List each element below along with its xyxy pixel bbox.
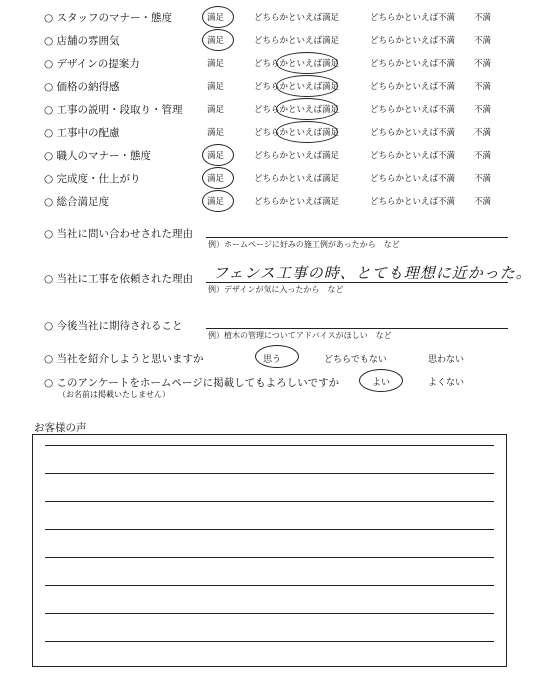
inquiry-reason-question: ○ 当社に問い合わせされた理由 (44, 228, 193, 240)
rating-question: ○ 総合満足度 (44, 196, 109, 208)
rating-option-1[interactable]: どちらかといえば満足 (254, 105, 340, 115)
voice-title: お客様の声 (34, 422, 87, 434)
publish-question: ○ このアンケートをホームページに掲載してもよろしいですか (44, 377, 340, 389)
rating-option-0[interactable]: 満足 (207, 36, 225, 46)
rating-option-3[interactable]: 不満 (474, 128, 492, 138)
rating-option-0[interactable]: 満足 (207, 128, 225, 138)
rating-question: ○ 工事中の配慮 (44, 127, 120, 139)
rating-option-2[interactable]: どちらかといえば不満 (370, 13, 456, 23)
rating-option-1[interactable]: どちらかといえば満足 (254, 151, 340, 161)
publish-option-yes[interactable]: よい (372, 378, 391, 388)
rating-selected-circle (276, 121, 338, 143)
order-reason-hint: 例）デザインが気に入ったから など (208, 285, 344, 294)
rating-option-2[interactable]: どちらかといえば不満 (370, 174, 456, 184)
introduce-question: ○ 当社を紹介しようと思いますか (44, 353, 204, 365)
rating-option-3[interactable]: 不満 (474, 197, 492, 207)
rating-option-2[interactable]: どちらかといえば不満 (370, 105, 456, 115)
rating-question: ○ 完成度・仕上がり (44, 173, 141, 185)
publish-option-no[interactable]: よくない (428, 378, 465, 388)
expectations-answer-line[interactable] (206, 328, 508, 329)
rating-selected-circle (202, 29, 234, 51)
rating-question: ○ 職人のマナー・態度 (44, 150, 151, 162)
rating-option-2[interactable]: どちらかといえば不満 (370, 82, 456, 92)
rating-option-1[interactable]: どちらかといえば満足 (254, 128, 340, 138)
rating-option-0[interactable]: 満足 (207, 105, 225, 115)
inquiry-reason-hint: 例）ホームページに好みの施工例があったから など (208, 240, 400, 249)
order-reason-answer-line[interactable] (206, 282, 508, 283)
order-reason-question: ○ 当社に工事を依頼された理由 (44, 273, 193, 285)
voice-line (45, 501, 494, 502)
voice-line (45, 613, 494, 614)
rating-option-3[interactable]: 不満 (474, 59, 492, 69)
rating-option-3[interactable]: 不満 (474, 105, 492, 115)
rating-option-0[interactable]: 満足 (207, 59, 225, 69)
rating-question: ○ 店舗の雰囲気 (44, 35, 120, 47)
introduce-option-neutral[interactable]: どちらでもない (324, 355, 387, 365)
voice-line (45, 585, 494, 586)
rating-selected-circle (276, 75, 338, 97)
rating-option-1[interactable]: どちらかといえば満足 (254, 13, 340, 23)
rating-option-3[interactable]: 不満 (474, 151, 492, 161)
rating-option-0[interactable]: 満足 (207, 197, 225, 207)
voice-box[interactable] (32, 434, 507, 667)
rating-question: ○ スタッフのマナー・態度 (44, 12, 172, 24)
inquiry-reason-answer-line[interactable] (206, 237, 508, 238)
rating-option-2[interactable]: どちらかといえば不満 (370, 59, 456, 69)
order-reason-handwritten-answer: フェンス工事の時、とても理想に近かった。 (213, 264, 532, 282)
rating-option-1[interactable]: どちらかといえば満足 (254, 59, 340, 69)
voice-line (45, 529, 494, 530)
voice-line (45, 557, 494, 558)
rating-option-0[interactable]: 満足 (207, 13, 225, 23)
rating-option-3[interactable]: 不満 (474, 82, 492, 92)
rating-selected-circle (202, 6, 234, 28)
rating-option-1[interactable]: どちらかといえば満足 (254, 174, 340, 184)
rating-question: ○ 価格の納得感 (44, 81, 120, 93)
rating-option-1[interactable]: どちらかといえば満足 (254, 82, 340, 92)
expectations-question: ○ 今後当社に期待されること (44, 320, 183, 332)
rating-selected-circle (202, 167, 234, 189)
rating-option-2[interactable]: どちらかといえば不満 (370, 151, 456, 161)
rating-option-3[interactable]: 不満 (474, 174, 492, 184)
publish-note: （お名前は掲載いたしません） (58, 390, 170, 399)
expectations-hint: 例）植木の管理についてアドバイスがほしい など (208, 331, 392, 340)
rating-option-2[interactable]: どちらかといえば不満 (370, 197, 456, 207)
rating-selected-circle (276, 52, 338, 74)
voice-line (45, 445, 494, 446)
rating-selected-circle (276, 98, 338, 120)
rating-option-0[interactable]: 満足 (207, 174, 225, 184)
rating-option-1[interactable]: どちらかといえば満足 (254, 36, 340, 46)
rating-option-3[interactable]: 不満 (474, 13, 492, 23)
rating-question: ○ 工事の説明・段取り・管理 (44, 104, 183, 116)
rating-selected-circle (202, 190, 234, 212)
voice-line (45, 473, 494, 474)
publish-selected-circle (359, 369, 403, 392)
rating-option-2[interactable]: どちらかといえば不満 (370, 128, 456, 138)
voice-line (45, 641, 494, 642)
rating-option-1[interactable]: どちらかといえば満足 (254, 197, 340, 207)
rating-selected-circle (202, 144, 234, 166)
rating-option-2[interactable]: どちらかといえば不満 (370, 36, 456, 46)
rating-option-0[interactable]: 満足 (207, 82, 225, 92)
rating-option-3[interactable]: 不満 (474, 36, 492, 46)
introduce-option-no[interactable]: 思わない (428, 355, 465, 365)
rating-option-0[interactable]: 満足 (207, 151, 225, 161)
introduce-option-yes[interactable]: 思う (263, 355, 282, 365)
introduce-selected-circle (255, 345, 299, 368)
rating-question: ○ デザインの提案力 (44, 58, 140, 70)
